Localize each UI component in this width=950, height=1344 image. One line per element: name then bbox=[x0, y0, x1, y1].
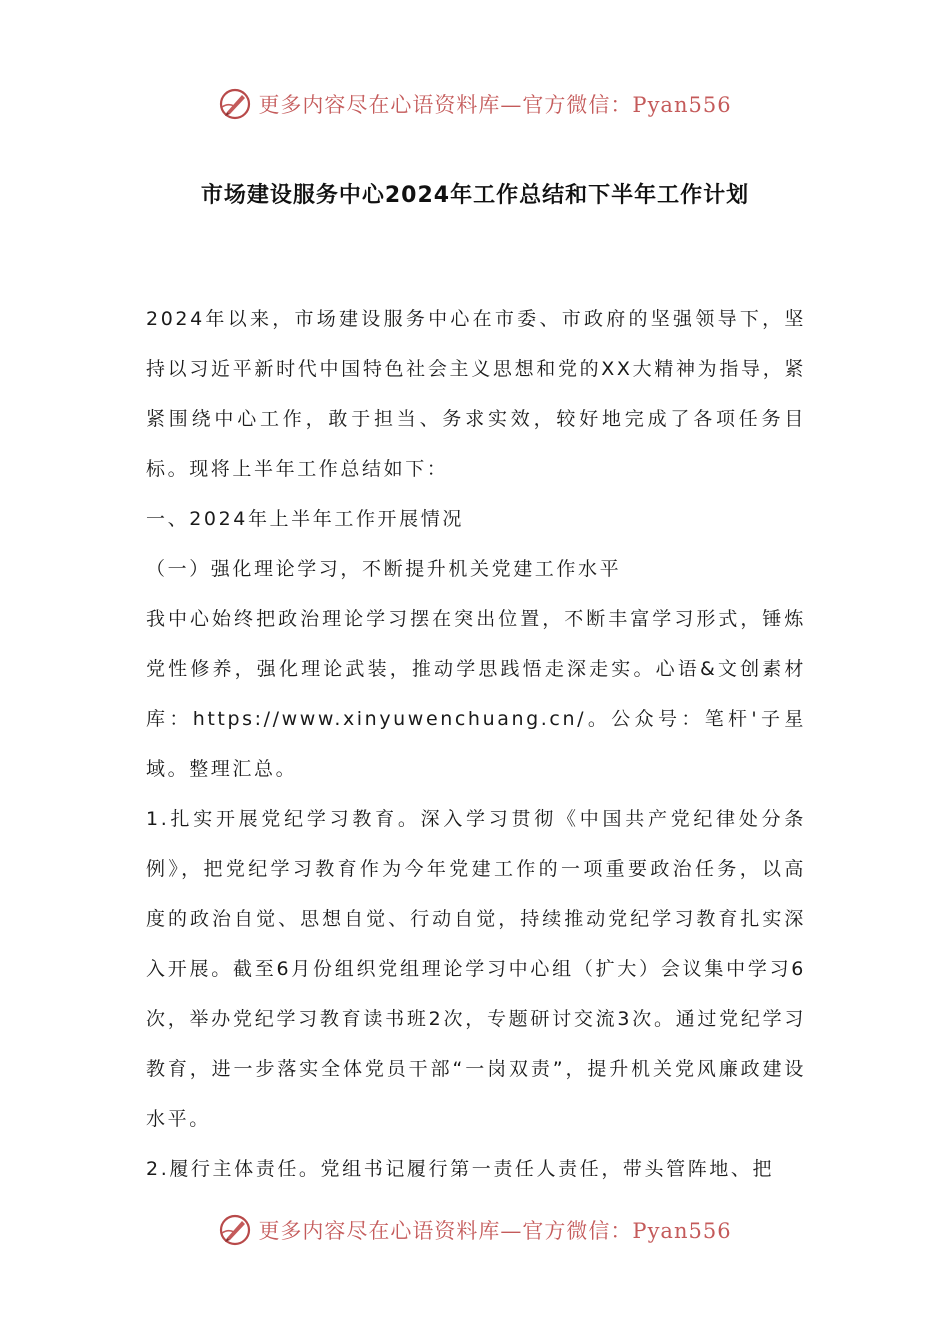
document-title: 市场建设服务中心2024年工作总结和下半年工作计划 bbox=[200, 183, 750, 208]
header-banner bbox=[0, 84, 950, 124]
quill-logo-icon bbox=[218, 1213, 252, 1247]
subsection-heading-1: （一）强化理论学习，不断提升机关党建工作水平 bbox=[146, 558, 622, 580]
paragraph-item-1: 1.扎实开展党纪学习教育。深入学习贯彻《中国共产党纪律处分条例》，把党纪学习教育作为今年党建工作的一项重要政治任务，以高度的政治自觉、思想自觉、行动自觉，持续推动党纪学习教育扎实深入开展。截至6月份组织党组理论学习中心组（扩大）会议集中学习6次，举办党纪学习教育读书班2次，专题研讨交流3次。通过党纪学习教育，进一步落实全体党员干部“一岗双责”，提升机关党风廉政建设水平。 bbox=[146, 808, 806, 1130]
paragraph-item-2: 2.履行主体责任。党组书记履行第一责任人责任，带头管阵地、把 bbox=[146, 1158, 775, 1180]
header-banner-text: 更多内容尽在心语资料库—官方微信：Pyan556 bbox=[258, 93, 732, 117]
document-body bbox=[146, 294, 806, 1194]
footer-banner-text: 更多内容尽在心语资料库—官方微信：Pyan556 bbox=[258, 1219, 732, 1243]
section-heading-1: 一、2024年上半年工作开展情况 bbox=[146, 508, 464, 530]
paragraph-theory-study: 我中心始终把政治理论学习摆在突出位置，不断丰富学习形式，锤炼党性修养，强化理论武装，推动学思践悟走深走实。心语&文创素材库：https://www.xinyuwenchuang.cn/。公众号：笔杆'子星域。整理汇总。 bbox=[146, 608, 806, 780]
footer-banner bbox=[0, 1210, 950, 1250]
quill-logo-icon bbox=[218, 87, 252, 121]
paragraph-intro: 2024年以来，市场建设服务中心在市委、市政府的坚强领导下，坚持以习近平新时代中国特色社会主义思想和党的XX大精神为指导，紧紧围绕中心工作，敢于担当、务求实效，较好地完成了各项任务目标。现将上半年工作总结如下： bbox=[146, 308, 806, 480]
